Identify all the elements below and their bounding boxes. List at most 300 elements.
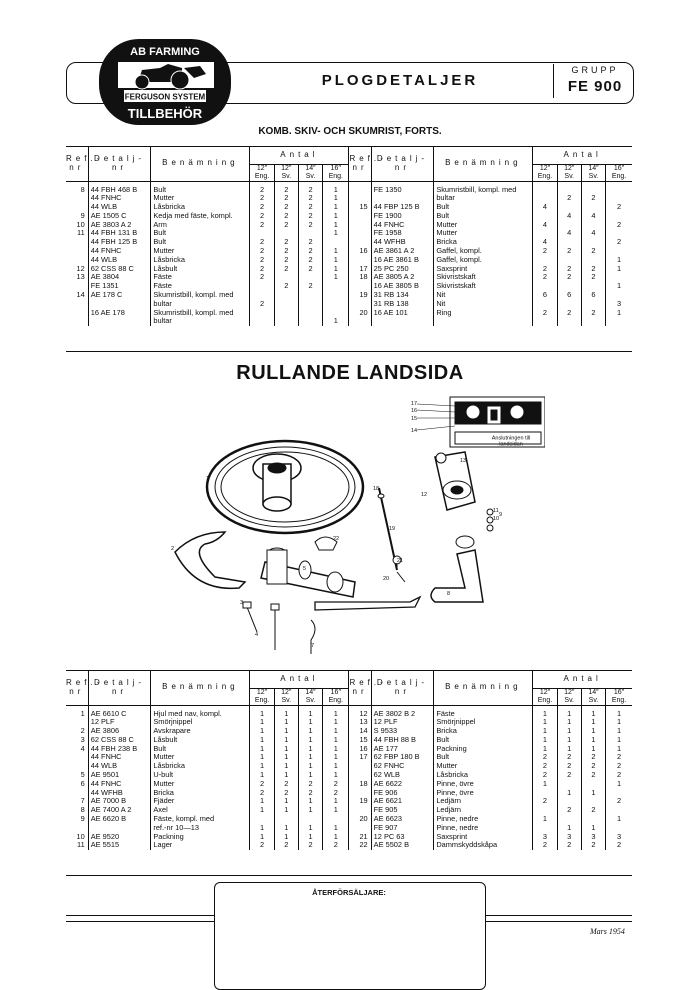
cell-name: Nit (434, 300, 533, 309)
cell-qty-12sv (274, 300, 298, 309)
cell-detail-no: AE 9520 (88, 833, 151, 842)
cell-ref (349, 762, 371, 771)
cell-name: Gaffel, kompl. (434, 256, 533, 265)
cell-ref: 18 (349, 780, 371, 789)
cell-qty-14sv: 2 (298, 221, 322, 230)
cell-qty-12eng: 2 (250, 221, 274, 230)
cell-detail-no: 62 WLB (371, 771, 434, 780)
cell-qty-14sv: 2 (298, 780, 322, 789)
cell-qty-16eng: 1 (323, 247, 349, 256)
diagram-label-17: 17 (411, 401, 418, 407)
table-row (66, 309, 632, 318)
cell-qty-12eng: 3 (533, 833, 557, 842)
cell-qty-12eng: 1 (533, 780, 557, 789)
cell-name: Fäste (151, 273, 250, 282)
cell-name: Axel (151, 806, 250, 815)
cell-qty-16eng: 1 (606, 745, 632, 754)
cell-qty-12eng (533, 212, 557, 221)
table-row (66, 745, 632, 754)
cell-qty-16eng: 2 (323, 841, 349, 850)
col-12eng-header: 12″ Eng. (533, 688, 557, 705)
cell-qty-14sv: 1 (581, 727, 605, 736)
cell-name: Pinne, nedre (434, 815, 533, 824)
cell-qty-12sv: 1 (274, 705, 298, 718)
table-row (66, 265, 632, 274)
cell-qty-12sv: 2 (557, 247, 581, 256)
cell-qty-12eng: 2 (250, 256, 274, 265)
cell-qty-16eng: 1 (323, 771, 349, 780)
cell-qty-16eng: 2 (323, 789, 349, 798)
cell-qty-16eng: 1 (606, 282, 632, 291)
cell-qty-12eng: 4 (533, 203, 557, 212)
cell-qty-16eng: 1 (606, 718, 632, 727)
cell-name: Låsbult (151, 736, 250, 745)
col-ref-header: Ref.- nr (349, 671, 371, 705)
cell-qty-16eng: 1 (323, 229, 349, 238)
wheel-part (207, 441, 363, 533)
table-row (66, 841, 632, 850)
cell-qty-12sv: 2 (274, 789, 298, 798)
cell-qty-12eng: 1 (533, 727, 557, 736)
cell-qty-12sv (557, 256, 581, 265)
table-row (66, 317, 632, 326)
cell-qty-14sv: 1 (298, 753, 322, 762)
cell-detail-no: FE 905 (371, 806, 434, 815)
cell-qty-12sv: 1 (274, 824, 298, 833)
cell-name: Mutter (434, 221, 533, 230)
table-row (66, 806, 632, 815)
cell-qty-16eng: 1 (606, 727, 632, 736)
cell-qty-14sv: 2 (298, 789, 322, 798)
cell-qty-14sv: 2 (298, 181, 322, 194)
logo-top-text: AB FARMING (130, 46, 200, 58)
cell-qty-12sv: 2 (274, 203, 298, 212)
cell-ref (349, 256, 371, 265)
cell-qty-16eng: 2 (606, 238, 632, 247)
dealer-label: ÅTERFÖRSÄLJARE: (312, 888, 386, 897)
cell-qty-14sv: 2 (298, 282, 322, 291)
cell-qty-12sv: 4 (557, 229, 581, 238)
cell-name: bultar (151, 300, 250, 309)
cell-qty-14sv: 2 (581, 753, 605, 762)
cell-detail-no: FE 906 (371, 789, 434, 798)
cell-ref (66, 247, 88, 256)
cell-name: ref.-nr 10—13 (151, 824, 250, 833)
cell-qty-12sv (274, 273, 298, 282)
cell-ref: 12 (76, 264, 85, 273)
cell-qty-14sv (581, 203, 605, 212)
cell-qty-12eng: 1 (250, 806, 274, 815)
cell-qty-12sv: 2 (557, 762, 581, 771)
cell-qty-12sv: 2 (274, 247, 298, 256)
parts-table-1 (66, 147, 632, 326)
cell-qty-12sv: 1 (274, 833, 298, 842)
cell-qty-12sv: 1 (557, 745, 581, 754)
diagram-label-18: 18 (373, 486, 380, 492)
cell-detail-no: AE 3805 A 2 (371, 273, 434, 282)
cell-detail-no: 44 FNHC (88, 247, 151, 256)
cell-ref: 5 (80, 771, 85, 780)
cell-qty-14sv: 2 (298, 841, 322, 850)
cell-qty-12sv: 2 (274, 780, 298, 789)
inset-caption-line-1: Anslutningen till (491, 435, 531, 442)
table-row (66, 824, 632, 833)
cell-ref: 10 (76, 832, 85, 841)
cell-qty-12eng: 1 (250, 753, 274, 762)
cell-qty-12sv: 2 (274, 238, 298, 247)
table-row (66, 771, 632, 780)
cell-name: Fäste (151, 282, 250, 291)
cell-name: bultar (434, 194, 533, 203)
cell-qty-12eng: 2 (533, 771, 557, 780)
table-row (66, 718, 632, 727)
cell-name: Skumristbill, kompl. med (151, 309, 250, 318)
cell-ref: 16 (349, 247, 371, 256)
group-value: FE 900 (567, 78, 623, 95)
cell-qty-16eng: 1 (323, 736, 349, 745)
cell-qty-12eng: 1 (533, 745, 557, 754)
dealer-stamp-box (214, 882, 486, 990)
cell-qty-16eng: 2 (606, 797, 632, 806)
cell-ref: 20 (349, 309, 371, 318)
cell-qty-12eng: 2 (250, 300, 274, 309)
diagram-label-5: 5 (303, 566, 307, 572)
cell-qty-12sv: 2 (274, 212, 298, 221)
table-row (66, 181, 632, 194)
cell-detail-no: AE 5502 B (371, 841, 434, 850)
diagram-label-9: 9 (499, 512, 503, 518)
cell-name: Bult (151, 238, 250, 247)
cell-qty-16eng: 1 (606, 705, 632, 718)
cell-qty-12eng: 2 (533, 841, 557, 850)
cell-name: Hjul med nav, kompl. (151, 705, 250, 718)
cell-detail-no: AE 6621 (371, 797, 434, 806)
cell-detail-no: 16 AE 3805 B (371, 282, 434, 291)
cell-qty-12sv (274, 291, 298, 300)
fork-part (431, 452, 493, 602)
col-antal-header: Antal (250, 671, 349, 688)
cell-ref: 3 (80, 735, 85, 744)
cell-qty-14sv (298, 291, 322, 300)
cell-detail-no: AE 177 (371, 745, 434, 754)
cell-qty-12eng (250, 815, 274, 824)
table-row (66, 797, 632, 806)
cell-detail-no: 44 WFHB (88, 789, 151, 798)
cell-name: Bult (434, 203, 533, 212)
cell-ref: 8 (80, 806, 85, 815)
cell-ref (66, 282, 88, 291)
cell-name: Bult (434, 736, 533, 745)
cell-qty-14sv: 2 (298, 238, 322, 247)
cell-qty-12eng: 1 (250, 736, 274, 745)
cell-qty-12sv: 2 (557, 265, 581, 274)
cell-detail-no: AE 7400 A 2 (88, 806, 151, 815)
cell-qty-16eng: 1 (323, 833, 349, 842)
cell-qty-16eng (606, 229, 632, 238)
col-name-header: Benämning (151, 671, 250, 705)
cell-ref: 20 (349, 815, 371, 824)
cell-qty-12eng (250, 317, 274, 326)
group-label: GRUPP (571, 65, 619, 75)
cell-name: Skivristskaft (434, 282, 533, 291)
cell-qty-12eng: 1 (250, 762, 274, 771)
col-detail-header: Detalj- nr (88, 147, 151, 181)
col-name-header: Benämning (434, 671, 533, 705)
cell-qty-14sv (581, 238, 605, 247)
cell-detail-no: FE 907 (371, 824, 434, 833)
cell-detail-no: 44 WLB (88, 203, 151, 212)
cell-qty-16eng (323, 291, 349, 300)
diagram-label-4: 4 (255, 632, 259, 638)
axle-part (315, 597, 420, 610)
cell-ref: 9 (80, 815, 85, 824)
cell-detail-no: 44 FBH 125 B (88, 238, 151, 247)
cell-ref (349, 212, 371, 221)
cell-qty-16eng: 3 (606, 300, 632, 309)
cell-ref (349, 229, 371, 238)
cell-qty-16eng: 2 (606, 221, 632, 230)
cell-detail-no: FE 1351 (88, 282, 151, 291)
cell-name: Mutter (151, 247, 250, 256)
cell-qty-12sv (557, 300, 581, 309)
cell-ref: 10 (76, 220, 85, 229)
cell-qty-12eng (533, 824, 557, 833)
cell-qty-12sv: 2 (557, 806, 581, 815)
table-row (66, 194, 632, 203)
cell-ref: 8 (80, 184, 85, 194)
cell-qty-14sv: 2 (298, 212, 322, 221)
cell-detail-no: FE 1350 (371, 181, 434, 194)
section-title-2: RULLANDE LANDSIDA (236, 362, 464, 384)
cell-name: Bricka (151, 789, 250, 798)
cell-qty-16eng: 1 (606, 736, 632, 745)
col-14sv-header: 14″ Sv. (298, 688, 322, 705)
cell-detail-no: S 9533 (371, 727, 434, 736)
cell-ref (349, 282, 371, 291)
exploded-diagram (165, 392, 545, 664)
cell-name: Fjäder (151, 797, 250, 806)
diagram-label-7: 7 (311, 643, 315, 649)
diagram-label-14: 14 (411, 428, 418, 434)
cell-qty-12eng: 4 (533, 238, 557, 247)
cell-qty-14sv (581, 797, 605, 806)
cell-detail-no: 12 PLF (88, 718, 151, 727)
cell-name: Pinne, övre (434, 789, 533, 798)
cell-qty-14sv: 2 (298, 265, 322, 274)
cell-qty-12sv: 2 (557, 771, 581, 780)
cell-name: Gaffel, kompl. (434, 247, 533, 256)
col-16eng-header: 16″ Eng. (606, 164, 632, 181)
cell-qty-12sv: 2 (274, 841, 298, 850)
table-row (66, 727, 632, 736)
cell-name: Arm (151, 221, 250, 230)
cell-ref (349, 789, 371, 798)
cell-qty-16eng: 1 (323, 265, 349, 274)
table-row (66, 833, 632, 842)
cell-qty-12eng: 6 (533, 291, 557, 300)
cell-qty-14sv: 1 (581, 824, 605, 833)
cell-qty-14sv: 2 (581, 273, 605, 282)
cell-qty-16eng: 1 (323, 273, 349, 282)
cell-name: Låsbricka (434, 771, 533, 780)
cell-ref: 12 (349, 705, 371, 718)
cell-qty-14sv: 1 (298, 806, 322, 815)
cell-qty-12eng: 2 (250, 194, 274, 203)
cell-qty-12eng: 2 (533, 797, 557, 806)
cell-ref: 13 (349, 718, 371, 727)
cell-name: Ledjärn (434, 797, 533, 806)
cell-qty-16eng: 1 (323, 256, 349, 265)
cell-qty-16eng: 2 (606, 753, 632, 762)
cell-qty-16eng (606, 789, 632, 798)
cell-name: Fäste, kompl. med (151, 815, 250, 824)
cell-qty-12sv (274, 309, 298, 318)
cell-qty-12sv (557, 221, 581, 230)
cell-detail-no: 62 FBP 180 B (371, 753, 434, 762)
col-12sv-header: 12″ Sv. (274, 164, 298, 181)
cell-qty-12sv: 1 (274, 806, 298, 815)
cell-name: Ledjärn (434, 806, 533, 815)
cell-ref (349, 806, 371, 815)
cell-qty-12sv: 2 (274, 194, 298, 203)
cell-name: Bult (151, 229, 250, 238)
cell-qty-12sv (557, 797, 581, 806)
cell-qty-12eng: 2 (533, 762, 557, 771)
cell-ref: 9 (80, 211, 85, 220)
cell-qty-16eng: 1 (606, 780, 632, 789)
cell-qty-14sv (298, 815, 322, 824)
cell-qty-12eng (533, 229, 557, 238)
cell-qty-12eng: 1 (533, 718, 557, 727)
cell-qty-12eng (533, 300, 557, 309)
cell-qty-14sv: 1 (298, 771, 322, 780)
cell-qty-12eng: 4 (533, 221, 557, 230)
cell-qty-12sv: 2 (557, 309, 581, 318)
diagram-label-2: 2 (171, 546, 175, 552)
cell-qty-14sv: 3 (581, 833, 605, 842)
table-row (66, 705, 632, 718)
cell-qty-16eng (606, 247, 632, 256)
cell-qty-12sv (557, 181, 581, 194)
cell-detail-no: AE 3804 (88, 273, 151, 282)
table-row (66, 780, 632, 789)
cell-ref (66, 203, 88, 212)
cell-ref: 18 (349, 273, 371, 282)
cell-detail-no: FE 1958 (371, 229, 434, 238)
cell-ref (349, 300, 371, 309)
cell-ref: 19 (349, 797, 371, 806)
cell-qty-14sv (298, 309, 322, 318)
cell-qty-16eng: 1 (323, 824, 349, 833)
cell-qty-14sv: 4 (581, 229, 605, 238)
cell-qty-14sv (298, 229, 322, 238)
cell-qty-16eng: 2 (606, 771, 632, 780)
cell-qty-12sv: 2 (274, 282, 298, 291)
cell-ref (66, 762, 88, 771)
cell-qty-14sv: 1 (298, 718, 322, 727)
cell-qty-14sv: 4 (581, 212, 605, 221)
cell-detail-no: 44 FBH 468 B (88, 181, 151, 194)
cell-qty-16eng (606, 806, 632, 815)
cell-name: Bricka (434, 727, 533, 736)
cell-qty-12sv (557, 282, 581, 291)
cell-qty-14sv: 2 (298, 203, 322, 212)
cell-detail-no (88, 824, 151, 833)
cell-qty-16eng: 1 (323, 212, 349, 221)
cell-detail-no: 62 CSS 88 C (88, 265, 151, 274)
cell-name: Bult (434, 753, 533, 762)
cell-qty-12eng: 2 (250, 181, 274, 194)
cell-qty-14sv: 1 (581, 736, 605, 745)
col-12eng-header: 12″ Eng. (533, 164, 557, 181)
cell-detail-no (88, 300, 151, 309)
cell-qty-12eng: 1 (250, 797, 274, 806)
cell-qty-14sv: 1 (581, 745, 605, 754)
cell-detail-no: FE 1900 (371, 212, 434, 221)
cell-qty-14sv (298, 300, 322, 309)
cell-ref (66, 718, 88, 727)
logo-band-text: FERGUSON SYSTEM (124, 92, 206, 102)
cell-qty-14sv: 2 (581, 806, 605, 815)
table-row (66, 273, 632, 282)
cell-name: Lager (151, 841, 250, 850)
cell-qty-14sv (581, 282, 605, 291)
col-12eng-header: 12″ Eng. (250, 164, 274, 181)
table-row (66, 221, 632, 230)
cell-ref: 6 (80, 779, 85, 788)
cell-qty-14sv: 1 (581, 705, 605, 718)
cell-detail-no: 44 WLB (88, 762, 151, 771)
cell-qty-12eng: 2 (250, 247, 274, 256)
cell-detail-no: 62 CSS 88 C (88, 736, 151, 745)
cell-detail-no: 16 AE 3861 B (371, 256, 434, 265)
cell-name: Låsbult (151, 265, 250, 274)
diagram-label-1: 1 (206, 476, 210, 482)
cell-qty-14sv: 1 (298, 727, 322, 736)
cell-qty-12eng (250, 291, 274, 300)
cell-qty-12sv: 2 (557, 273, 581, 282)
cell-name: Bult (151, 181, 250, 194)
cell-qty-12eng: 1 (533, 705, 557, 718)
cell-name: Dammskyddskåpa (434, 841, 533, 850)
cell-qty-12eng: 2 (533, 247, 557, 256)
cell-ref (66, 256, 88, 265)
cell-detail-no: AE 6622 (371, 780, 434, 789)
cell-ref (349, 771, 371, 780)
cell-qty-16eng (606, 212, 632, 221)
cell-detail-no: AE 9501 (88, 771, 151, 780)
diagram-label-22: 22 (333, 536, 340, 542)
cell-qty-14sv: 2 (298, 256, 322, 265)
cell-detail-no: 31 RB 138 (371, 300, 434, 309)
diagram-label-21: 21 (397, 558, 404, 564)
cell-detail-no: AE 1505 C (88, 212, 151, 221)
cell-qty-12eng (533, 194, 557, 203)
diagram-label-10: 10 (493, 516, 500, 522)
cell-qty-12sv: 1 (557, 824, 581, 833)
cell-name: Mutter (434, 229, 533, 238)
col-14sv-header: 14″ Sv. (581, 688, 605, 705)
cell-qty-12sv (557, 780, 581, 789)
table-row (66, 238, 632, 247)
cell-ref: 11 (77, 841, 85, 850)
cell-qty-12sv: 1 (274, 771, 298, 780)
cell-detail-no: AE 3802 B 2 (371, 705, 434, 718)
cell-name: Packning (151, 833, 250, 842)
cell-qty-12eng (533, 256, 557, 265)
cell-ref: 14 (349, 727, 371, 736)
cell-qty-14sv: 2 (298, 194, 322, 203)
